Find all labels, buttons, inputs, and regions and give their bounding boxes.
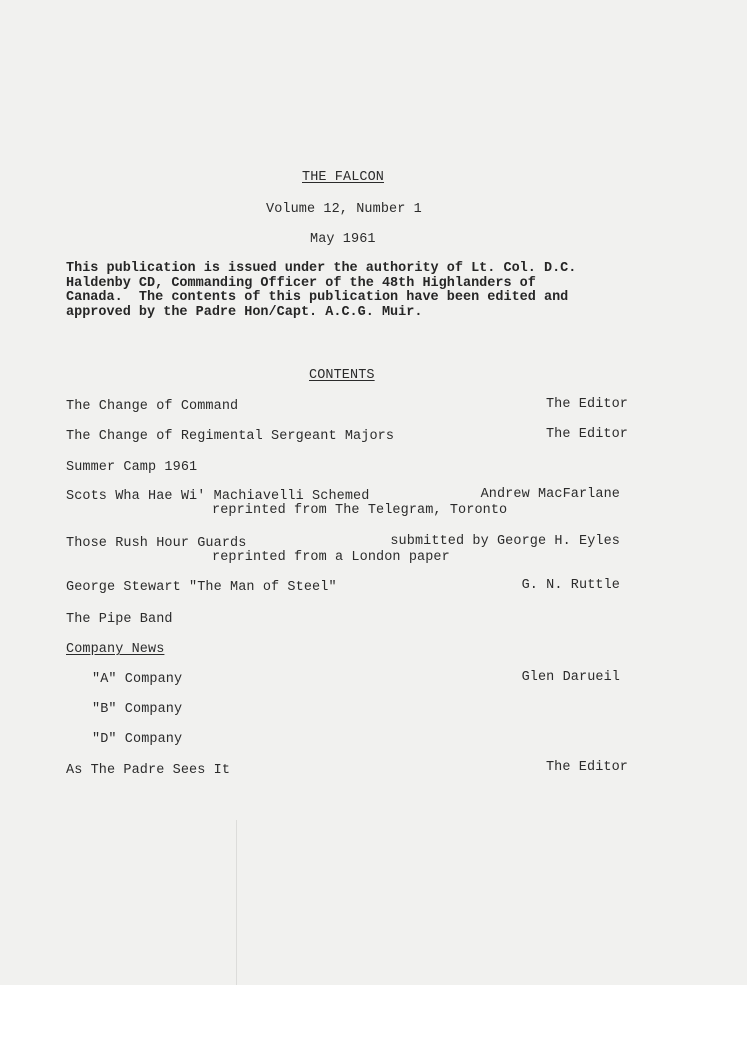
toc-entry-author: The Editor — [545, 397, 628, 412]
toc-entry-author: submitted by George H. Eyles — [390, 534, 620, 549]
toc-entry-title: The Pipe Band — [66, 612, 173, 627]
issue-date: May 1961 — [310, 232, 376, 247]
toc-entry-title: The Change of Command — [66, 399, 239, 414]
toc-entry-title: The Change of Regimental Sergeant Majors — [66, 429, 395, 444]
intro-line: approved by the Padre Hon/Capt. A.C.G. Muir. — [66, 304, 423, 320]
page-fold-line — [236, 820, 237, 985]
toc-entry-note: reprinted from a London paper — [212, 550, 450, 565]
toc-entry-author: Glen Darueil — [521, 670, 620, 685]
toc-entry-author: The Editor — [545, 760, 628, 775]
toc-entry-title: George Stewart "The Man of Steel" — [66, 580, 337, 595]
toc-entry-title: Scots Wha Hae Wi' Machiavelli Schemed — [66, 489, 370, 504]
toc-entry-note: reprinted from The Telegram, Toronto — [212, 503, 508, 518]
toc-entry-author: Andrew MacFarlane — [480, 487, 620, 502]
toc-entry-title: Those Rush Hour Guards — [66, 536, 247, 551]
toc-section-heading: Company News — [66, 642, 165, 657]
intro-line: This publication is issued under the authority of Lt. Col. D.C. — [66, 261, 577, 276]
intro-paragraph — [66, 262, 656, 320]
toc-entry-author: G. N. Ruttle — [521, 578, 620, 593]
toc-entry-title: As The Padre Sees It — [66, 763, 231, 778]
toc-entry-title: "B" Company — [92, 702, 183, 717]
toc-entry-title: "A" Company — [92, 672, 183, 687]
volume-number: Volume 12, Number 1 — [266, 202, 422, 217]
intro-line: Canada. The contents of this publication have been edited and — [66, 290, 569, 306]
intro-line: Haldenby CD, Commanding Officer of the 48th Highlanders of — [66, 275, 536, 291]
toc-entry-title: Summer Camp 1961 — [66, 460, 198, 475]
toc-entry-author: The Editor — [545, 427, 628, 442]
publication-title: THE FALCON — [302, 170, 385, 185]
contents-heading: CONTENTS — [309, 368, 375, 383]
toc-entry-title: "D" Company — [92, 732, 183, 747]
